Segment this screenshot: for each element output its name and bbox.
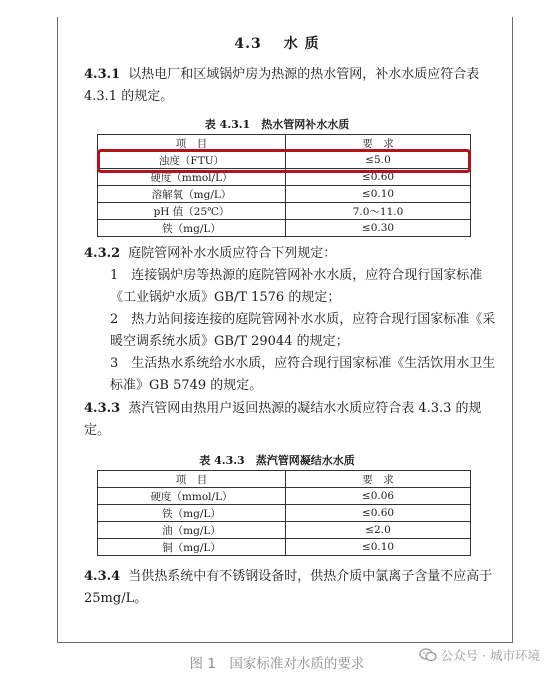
clause-number: 4.3.3: [84, 401, 121, 416]
condensate-water-table: [97, 470, 471, 556]
highlight-box: [97, 149, 471, 173]
table-cell: pH 值（25℃）: [98, 203, 286, 220]
section-heading: 水 质: [283, 36, 320, 52]
clause-text: 庭院管网补水水质应符合下列规定：: [128, 246, 337, 261]
figure-caption: 图 1 国家标准对水质的要求: [189, 656, 365, 672]
column-header: 要 求: [286, 135, 471, 152]
clause-4-3-4: [84, 566, 499, 610]
table-cell: ≤0.10: [286, 539, 471, 556]
wechat-icon: [419, 648, 437, 662]
clause-text: 蒸汽管网由热用户返回热源的凝结水水质应符合表 4.3.3 的规定。: [84, 401, 482, 438]
table-cell: 铁（mg/L）: [98, 220, 286, 237]
section-title: [0, 33, 554, 53]
table-cell: 铜（mg/L）: [98, 539, 286, 556]
section-number: 4.3: [234, 36, 262, 52]
column-header: 项 目: [98, 135, 286, 152]
table-cell: 硬度（mmol/L）: [98, 169, 286, 186]
table-row: [98, 220, 471, 237]
clause-text: 当供热系统中有不锈钢设备时，供热介质中氯离子含量不应高于 25mg/L。: [84, 569, 493, 606]
table-row: [98, 203, 471, 220]
column-header: 项 目: [98, 471, 286, 488]
table-cell: 浊度（FTU）: [98, 152, 286, 169]
table-row: [98, 488, 471, 505]
table-cell: ≤0.10: [286, 186, 471, 203]
list-item: 3 生活热水系统给水水质，应符合现行国家标准《生活饮用水卫生标准》GB 5749 的规定。: [110, 356, 496, 393]
table-cell: ≤0.60: [286, 505, 471, 522]
column-header: 要 求: [286, 471, 471, 488]
table-cell: ≤0.60: [286, 169, 471, 186]
table-caption: 表 4.3.3 蒸汽管网凝结水水质: [199, 454, 355, 467]
table-cell: ≤2.0: [286, 522, 471, 539]
list-item: 2 热力站间接连接的庭院管网补水水质，应符合现行国家标准《采暖空调系统水质》GB/T 29044 的规定；: [110, 312, 496, 349]
clause-number: 4.3.4: [84, 569, 121, 584]
table-cell: ≤5.0: [286, 152, 471, 169]
clause-4-3-2: [84, 243, 499, 397]
list-item: 1 连接锅炉房等热源的庭院管网补水水质，应符合现行国家标准《工业锅炉水质》GB/T 1576 的规定；: [110, 268, 483, 305]
table-cell: 7.0～11.0: [286, 203, 471, 220]
table-row: [98, 539, 471, 556]
clause-text: 以热电厂和区域锅炉房为热源的热水管网，补水水质应符合表 4.3.1 的规定。: [84, 67, 480, 104]
table-cell: ≤0.06: [286, 488, 471, 505]
table-row: [98, 186, 471, 203]
table-caption: 表 4.3.1 热水管网补水水质: [204, 118, 350, 131]
table-cell: ≤0.30: [286, 220, 471, 237]
clause-4-3-1: [84, 64, 499, 108]
table-cell: 溶解氧（mg/L）: [98, 186, 286, 203]
table-cell: 铁（mg/L）: [98, 505, 286, 522]
clause-4-3-3: [84, 398, 499, 442]
watermark-text: 公众号 · 城市环境: [440, 648, 540, 663]
table-row: [98, 522, 471, 539]
watermark: [419, 646, 540, 664]
clause-number: 4.3.2: [84, 246, 121, 261]
clause-number: 4.3.1: [84, 67, 121, 82]
table-header-row: [98, 471, 471, 488]
table-cell: 硬度（mmol/L）: [98, 488, 286, 505]
table-cell: 油（mg/L）: [98, 522, 286, 539]
table-row: [98, 505, 471, 522]
